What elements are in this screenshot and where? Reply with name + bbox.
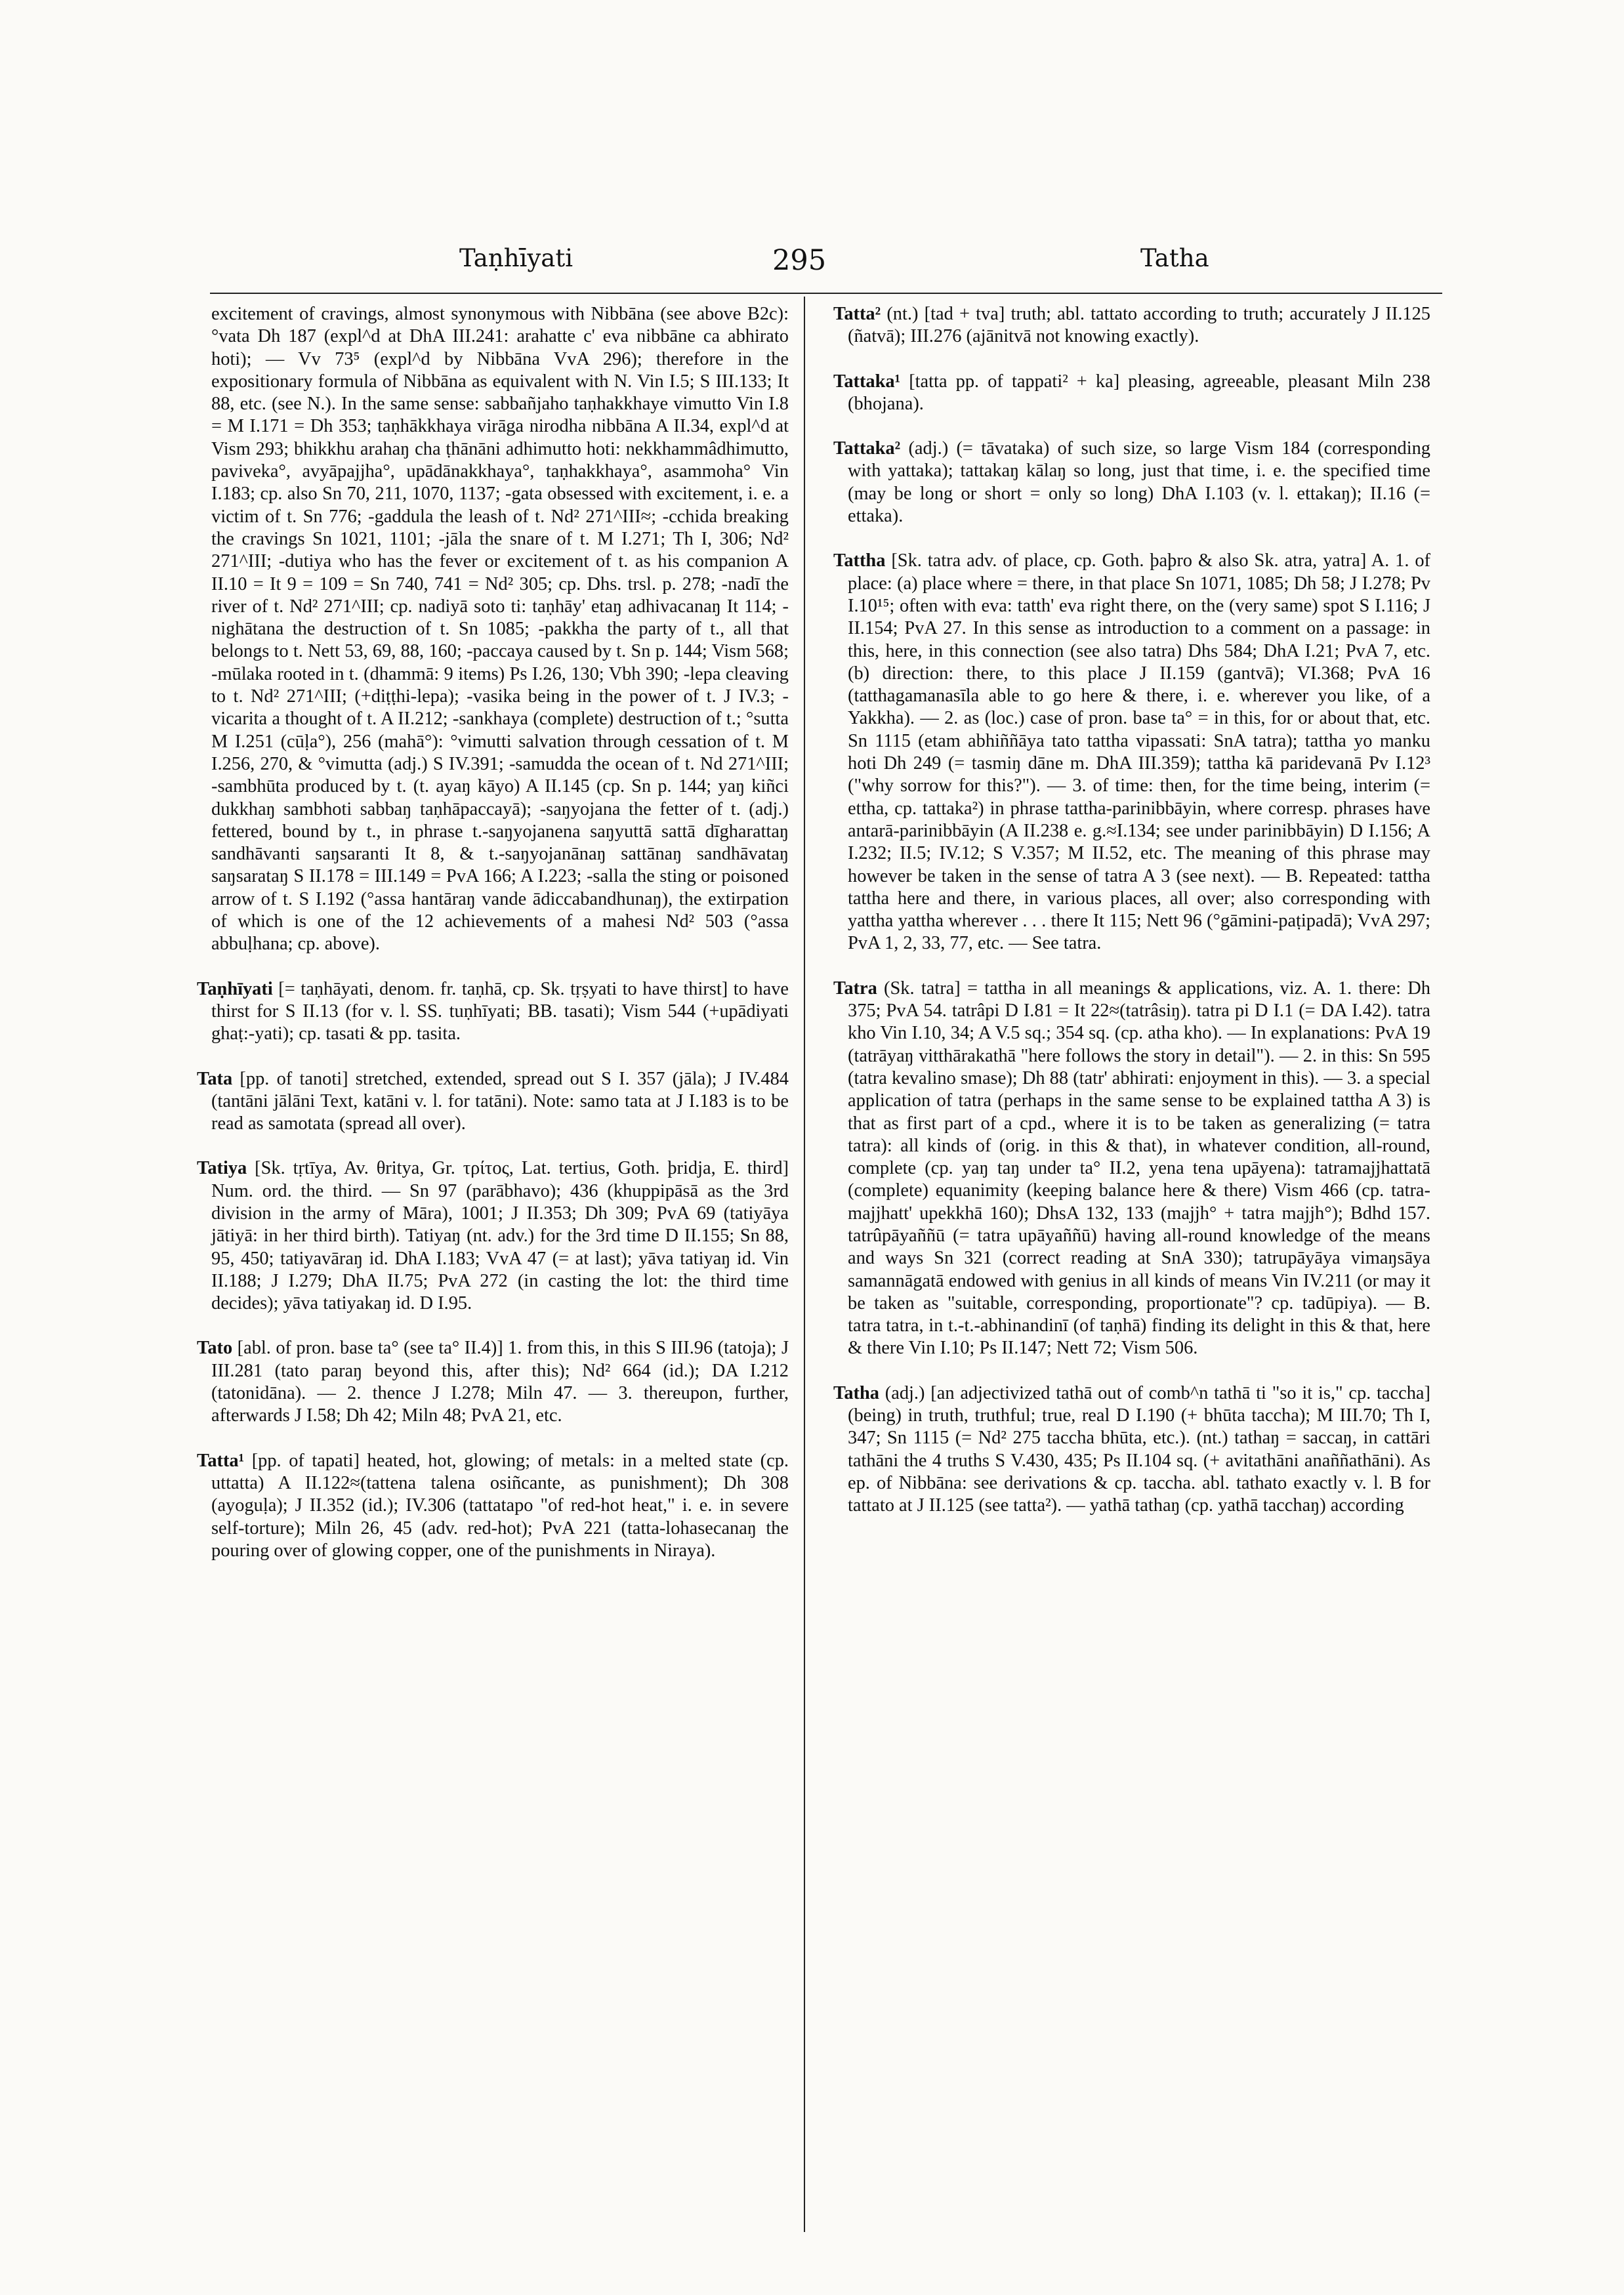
entry-text: [tatta pp. of tappati² + ka] pleasing, agreeable, pleasant Miln 238 (bhojana). <box>848 371 1430 414</box>
header-rule <box>210 293 1442 294</box>
entry-headword: Tattha <box>833 550 886 571</box>
dictionary-entry <box>197 303 789 956</box>
right-running-headword: Tatha <box>1140 244 1209 272</box>
entry-headword: Tattaka¹ <box>833 371 901 392</box>
dictionary-entry <box>197 1157 789 1315</box>
left-running-headword: Taṇhīyati <box>459 244 573 272</box>
entry-text: (adj.) [an adjectivized tathā out of comb^n tathā ti "so it is," cp. taccha] (being) in truth, truthful; true, real D I.190 (+ bhūta taccha); M III.70; Th I, 347; Sn 1115 (= Nd² 275 taccha bhūta, etc.). (nt.) tathaŋ = saccaŋ, in cattāri tathāni the 4 truths S V.430, 435; Ps II.104 sq. (+ avitathāni anaññathāni). As ep. of Nibbāna: see derivations & cp. taccha. abl. tathato exactly v. l. B for tattato at J II.125 (see tatta²). — yathā tathaŋ (cp. yathā tacchaŋ) according <box>848 1382 1430 1516</box>
dictionary-entry <box>833 550 1430 955</box>
page-header <box>0 244 1624 283</box>
dictionary-entry <box>197 1337 789 1427</box>
entry-headword: Tatta² <box>833 304 881 324</box>
dictionary-entry <box>833 371 1430 416</box>
dictionary-entry <box>833 1382 1430 1518</box>
entry-text: [abl. of pron. base ta° (see ta° II.4)] 1. from this, in this S III.96 (tatoja); J III.281 (tato paraŋ beyond this, after this); Nd² 664 (id.); DA I.212 (tatonidāna). — 2. thence J I.278; Miln 47. — 3. thereupon, further, afterwards J I.58; Dh 42; Miln 48; PvA 21, etc. <box>211 1338 789 1426</box>
right-column <box>833 303 1430 1540</box>
entry-headword: Taṇhīyati <box>197 978 273 999</box>
dictionary-entry <box>833 438 1430 527</box>
entry-text: excitement of cravings, almost synonymous with Nibbāna (see above B2c): °vata Dh 187 (expl^d at DhA III.241: arahatte c' eva nibbāne ca abhirato hoti); — Vv 73⁵ (expl^d by Nibbāna VvA 296); therefore in the expositionary formula of Nibbāna as equivalent with N. Vin I.5; S III.133; It 88, etc. (see N.). In the same sense: sabbañjaho taṇhakkhaye vimutto Vin I.8 = M I.171 = Dh 353; taṇhākkhaya virāga nirodha nibbāna A II.34, expl^d at Vism 293; bhikkhu arahaŋ cha ṭhānāni adhimutto hoti: nekkhammâdhimutto, paviveka°, avyāpajjha°, upādānakkhaya°, taṇhakkhaya°, asammoha° Vin I.183; cp. also Sn 70, 211, 1070, 1137; -gata obsessed with excitement, i. e. a victim of t. Sn 776; -gaddula the leash of t. Nd² 271^III≈; -cchida breaking the cravings Sn 1021, 1101; -jāla the snare of t. M I.271; Th I, 306; Nd² 271^III; -dutiya who has the fever or excitement of t. as his companion A II.10 = It 9 = 109 = Sn 740, 741 = Nd² 305; cp. Dhs. trsl. p. 278; -nadī the river of t. Nd² 271^III; cp. nadiyā soto ti: taṇhāy' etaŋ adhivacanaŋ It 114; -nighātana the destruction of t. Sn 1085; -pakkha the party of t., all that belongs to t. Nett 53, 69, 88, 160; -paccaya caused by t. Sn p. 144; Vism 568; -mūlaka rooted in t. (dhammā: 9 items) Ps I.26, 130; Vbh 390; -lepa cleaving to t. Nd² 271^III; (+diṭṭhi-lepa); -vasika being in the power of t. J IV.3; -vicarita a thought of t. A II.212; -sankhaya (complete) destruction of t.; °sutta M I.251 (cūḷa°), 256 (mahā°): °vimutti salvation through cessation of t. M I.256, 270, & °vimutta (adj.) S IV.391; -samudda the ocean of t. Nd 271^III; -sambhūta produced by t. (t. ayaŋ kāyo) A II.145 (cp. Sn p. 144; yaŋ kiñci dukkhaŋ sambhoti sabbaŋ taṇhāpaccayā); -saŋyojana the fetter of t. (adj.) fettered, bound by t., in phrase t.-saŋyojanena saŋyuttā sattā dīgharattaŋ sandhāvanti saŋsaranti It 8, & t.-saŋyojanānaŋ sattānaŋ sandhāvataŋ saŋsarataŋ S II.178 = III.149 = PvA 166; A I.223; -salla the sting or poisoned arrow of t. S I.192 (°assa hantāraŋ vande ādiccabandhunaŋ), the extirpation of which is one of the 12 achievements of a mahesi Nd² 503 (°assa abbuḷhana; cp. above). <box>211 304 789 955</box>
entry-text: [pp. of tanoti] stretched, extended, spread out S I. 357 (jāla); J IV.484 (tantāni jālāni Text, katāni v. l. for tatāni). Note: samo tata at J I.183 is to be read as samotata (spread all over). <box>211 1068 789 1134</box>
entry-headword: Tatta¹ <box>197 1450 245 1471</box>
entry-headword: Tatra <box>833 978 877 999</box>
entry-text: (Sk. tatra] = tattha in all meanings & applications, viz. A. 1. there: Dh 375; PvA 54. tatrâpi D I.81 = It 22≈(tatrâsiŋ). tatra pi D I.1 (= DA I.42). tatra kho Vin I.10, 34; A V.5 sq.; 354 sq. (cp. atha kho). — In explanations: PvA 19 (tatrāyaŋ vitthārakathā "here follows the story in detail"). — 2. in this: Sn 595 (tatra kevalino smase); Dh 88 (tatr' abhirati: enjoyment in this). — 3. a special application of tatra (perhaps in the same sense to be explained tattha A 3) is that as first part of a cpd., where it is to be taken as generalizing (= tatra tatra): all kinds of (orig. in this & that), in whatever condition, all-round, complete (cp. yaŋ taŋ under ta° II.2, yena tena upāyena): tatramajjhattatā (complete) equanimity (keeping balance here & there) Vism 466 (cp. tatra-majjhatt' upekkhā 160); DhsA 132, 133 (majjh° + tatra majjh°); Bdhd 157. tatrûpāyaññū (= tatra upāyaññū) having all-round knowledge of the means and ways Sn 321 (correct reading at SnA 330); tatrupāyāya vimaŋsāya samannāgatā endowed with genius in all kinds of means Vin IV.211 (or may it be taken as "suitable, corresponding, proportionate"? cp. tadūpiya). — B. tatra tatra, in t.-t.-abhinandinī (of taṇhā) finding its delight in this & that, here & there Vin I.10; Ps II.147; Nett 72; Vism 506. <box>848 978 1430 1359</box>
entry-text: [= taṇhāyati, denom. fr. taṇhā, cp. Sk. tṛṣyati to have thirst] to have thirst for S II.13 (for v. l. SS. tuṇhīyati; BB. tasati); Vism 544 (+upādiyati ghaṭ:-yati); cp. tasati & pp. tasita. <box>211 978 789 1044</box>
entry-text: (nt.) [tad + tva] truth; abl. tattato according to truth; accurately J II.125 (ñatvā); III.276 (ajānitvā not knowing exactly). <box>848 304 1430 347</box>
entry-headword: Tatiya <box>197 1158 247 1179</box>
column-divider <box>804 297 805 2232</box>
dictionary-entry <box>197 978 789 1046</box>
dictionary-entry <box>833 978 1430 1360</box>
page-number: 295 <box>772 244 827 277</box>
entry-headword: Tatha <box>833 1382 879 1403</box>
entry-headword: Tata <box>197 1068 233 1089</box>
entry-headword: Tato <box>197 1338 233 1359</box>
dictionary-entry <box>197 1068 789 1136</box>
dictionary-entry <box>197 1450 789 1562</box>
entry-text: [Sk. tatra adv. of place, cp. Goth. þaþro & also Sk. atra, yatra] A. 1. of place: (a) place where = there, in that place Sn 1071, 1085; Dh 58; J I.278; Pv I.10¹⁵; often with eva: tatth' eva right there, on the (very same) spot S I.116; J II.154; PvA 27. In this sense as introduction to a comment on a passage: in this, here, in this connection (see also tatra) Dhs 584; DhA I.21; PvA 7, etc. (b) direction: there, to this place J II.159 (gantvā); VI.368; PvA 16 (tatthagamanasīla able to go here & there, i. e. wherever you like, of a Yakkha). — 2. as (loc.) case of pron. base ta° = in this, for or about that, etc. Sn 1115 (etam abhiññāya tato tattha vipassati: SnA tatra); tattha yo manku hoti Dh 249 (= tasmiŋ dāne m. DhA III.359); tattha kā paridevanā Pv I.12³ ("why sorrow for this?"). — 3. of time: then, for the time being, interim (= ettha, cp. tattaka²) in phrase tattha-parinibbāyin, where corresp. phrases have antarā-parinibbāyin (A II.238 e. g.≈I.134; see under parinibbāyin) D I.156; A I.232; II.5; IV.12; S V.357; M II.52, etc. The meaning of this phrase may however be taken in the sense of tatra A 3 (see next). — B. Repeated: tattha tattha here and there, in various places, all over; also corresponding with yattha yattha wherever . . . there It 115; Nett 96 (°gāmini-paṭipadā); VvA 297; PvA 1, 2, 33, 77, etc. — See tatra. <box>848 550 1430 954</box>
entry-text: (adj.) (= tāvataka) of such size, so large Vism 184 (corresponding with yattaka); tattakaŋ kālaŋ so long, just that time, i. e. the specified time (may be long or short = only so long) DhA I.103 (v. l. ettakaŋ); II.16 (= ettaka). <box>848 438 1430 527</box>
entry-text: [Sk. tṛtīya, Av. θritya, Gr. τρίτος, Lat. tertius, Goth. þridja, E. third] Num. ord. the third. — Sn 97 (parābhavo); 436 (khuppipāsā as the 3rd division in the army of Māra), 1001; J II.353; Dh 309; PvA 69 (tatiyāya jātiyā: in her third birth). Tatiyaŋ (nt. adv.) for the 3rd time D II.155; Sn 88, 95, 450; tatiyavāraŋ id. DhA I.183; VvA 47 (= at last); yāva tatiyaŋ id. Vin II.188; J I.279; DhA II.75; PvA 272 (in casting the lot: the third time decides); yāva tatiyakaŋ id. D I.95. <box>211 1158 789 1314</box>
entry-text: [pp. of tapati] heated, hot, glowing; of metals: in a melted state (cp. uttatta) A II.122≈(tattena talena osiñcante, as punishment); Dh 308 (ayoguḷa); J II.352 (id.); IV.306 (tattatapo "of red-hot heat," i. e. in severe self-torture); Miln 26, 45 (adv. red-hot); PvA 221 (tatta-lohasecanaŋ the pouring over of glowing copper, one of the punishments in Niraya). <box>211 1450 789 1561</box>
dictionary-entry <box>833 303 1430 348</box>
entry-headword: Tattaka² <box>833 438 901 459</box>
left-column <box>197 303 789 1584</box>
